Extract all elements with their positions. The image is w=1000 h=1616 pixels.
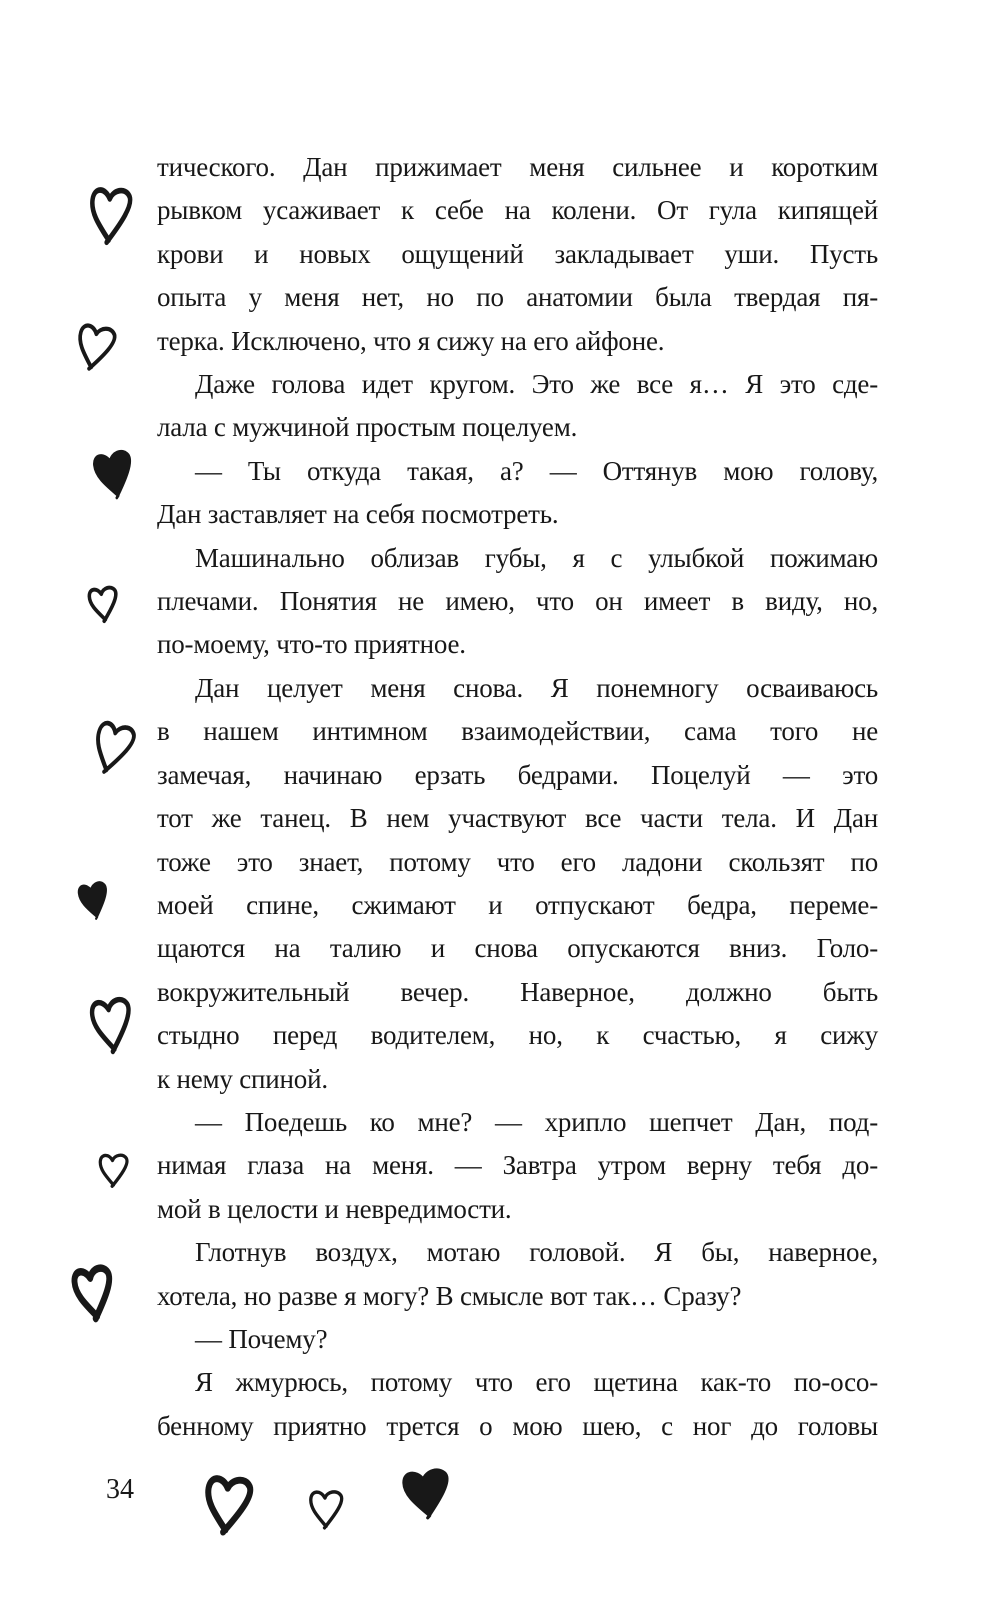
text-line: моей спине, сжимают и отпускают бедра, переме-	[157, 889, 878, 920]
text-line: — Ты откуда такая, а? — Оттянув мою голову,	[195, 455, 878, 486]
text-line: вокружительный вечер. Наверное, должно быть	[157, 976, 878, 1007]
text-line: Я жмурюсь, потому что его щетина как-то по-осо-	[195, 1367, 878, 1398]
text-line: плечами. Понятия не имею, что он имеет в виду, но,	[157, 586, 878, 617]
heart-outline-icon	[87, 993, 135, 1058]
text-line: тического. Дан прижимает меня сильнее и коротким	[157, 152, 878, 182]
text-line: в нашем интимном взаимодействии, сама того не	[157, 716, 878, 747]
text-line: по-моему, что-то приятное.	[157, 629, 466, 660]
text-line: рывком усаживает к себе на колени. От гула кипящей	[157, 195, 878, 226]
text-line: — Почему?	[195, 1323, 328, 1354]
text-line: хотела, но разве я могу? В смысле вот так… Сразу?	[157, 1280, 742, 1311]
heart-filled-icon	[88, 444, 138, 504]
text-line: Глотнув воздух, мотаю головой. Я бы, наверное,	[195, 1237, 878, 1268]
text-line: тоже это знает, потому что его ладони скользят по	[157, 846, 878, 877]
heart-outline-icon	[86, 583, 121, 625]
heart-outline-icon	[83, 713, 141, 782]
heart-filled-icon	[398, 1463, 454, 1523]
text-line: терка. Исключено, что я сижу на его айфоне.	[157, 325, 665, 356]
page-text	[157, 146, 878, 1448]
heart-outline-icon	[69, 1261, 117, 1325]
heart-outline-icon	[306, 1486, 345, 1532]
text-line: — Поедешь ко мне? — хрипло шепчет Дан, под-	[195, 1106, 878, 1137]
heart-filled-icon	[74, 877, 113, 924]
text-line: Машинально облизав губы, я с улыбкой пожимаю	[195, 542, 878, 573]
text-line: Дан целует меня снова. Я понемногу осваиваюсь	[195, 672, 878, 703]
page-number: 34	[106, 1474, 134, 1505]
text-line: бенному приятно трется о мою шею, с ног до головы	[157, 1410, 878, 1441]
text-line: щаются на талию и снова опускаются вниз. Голо-	[157, 933, 878, 964]
text-line: лала с мужчиной простым поцелуем.	[157, 412, 578, 443]
text-line: к нему спиной.	[157, 1063, 328, 1094]
text-line: опыта у меня нет, но по анатомии была твердая пя-	[157, 282, 878, 313]
heart-outline-icon	[84, 181, 135, 249]
text-line: нимая глаза на меня. — Завтра утром верну тебя до-	[157, 1150, 878, 1181]
text-line: Дан заставляет на себя посмотреть.	[157, 499, 559, 530]
text-line: стыдно перед водителем, но, к счастью, я сижу	[157, 1020, 878, 1051]
heart-outline-icon	[198, 1469, 257, 1540]
text-line: крови и новых ощущений закладывает уши. Пусть	[157, 238, 878, 269]
text-line: Даже голова идет кругом. Это же все я… Я это сде-	[195, 369, 878, 400]
text-line: тот же танец. В нем участвуют все части тела. И Дан	[157, 803, 878, 834]
text-line: мой в целости и невредимости.	[157, 1193, 512, 1224]
heart-outline-icon	[68, 317, 120, 377]
text-line: замечая, начинаю ерзать бедрами. Поцелуй — это	[157, 759, 878, 790]
heart-outline-icon	[96, 1150, 130, 1190]
